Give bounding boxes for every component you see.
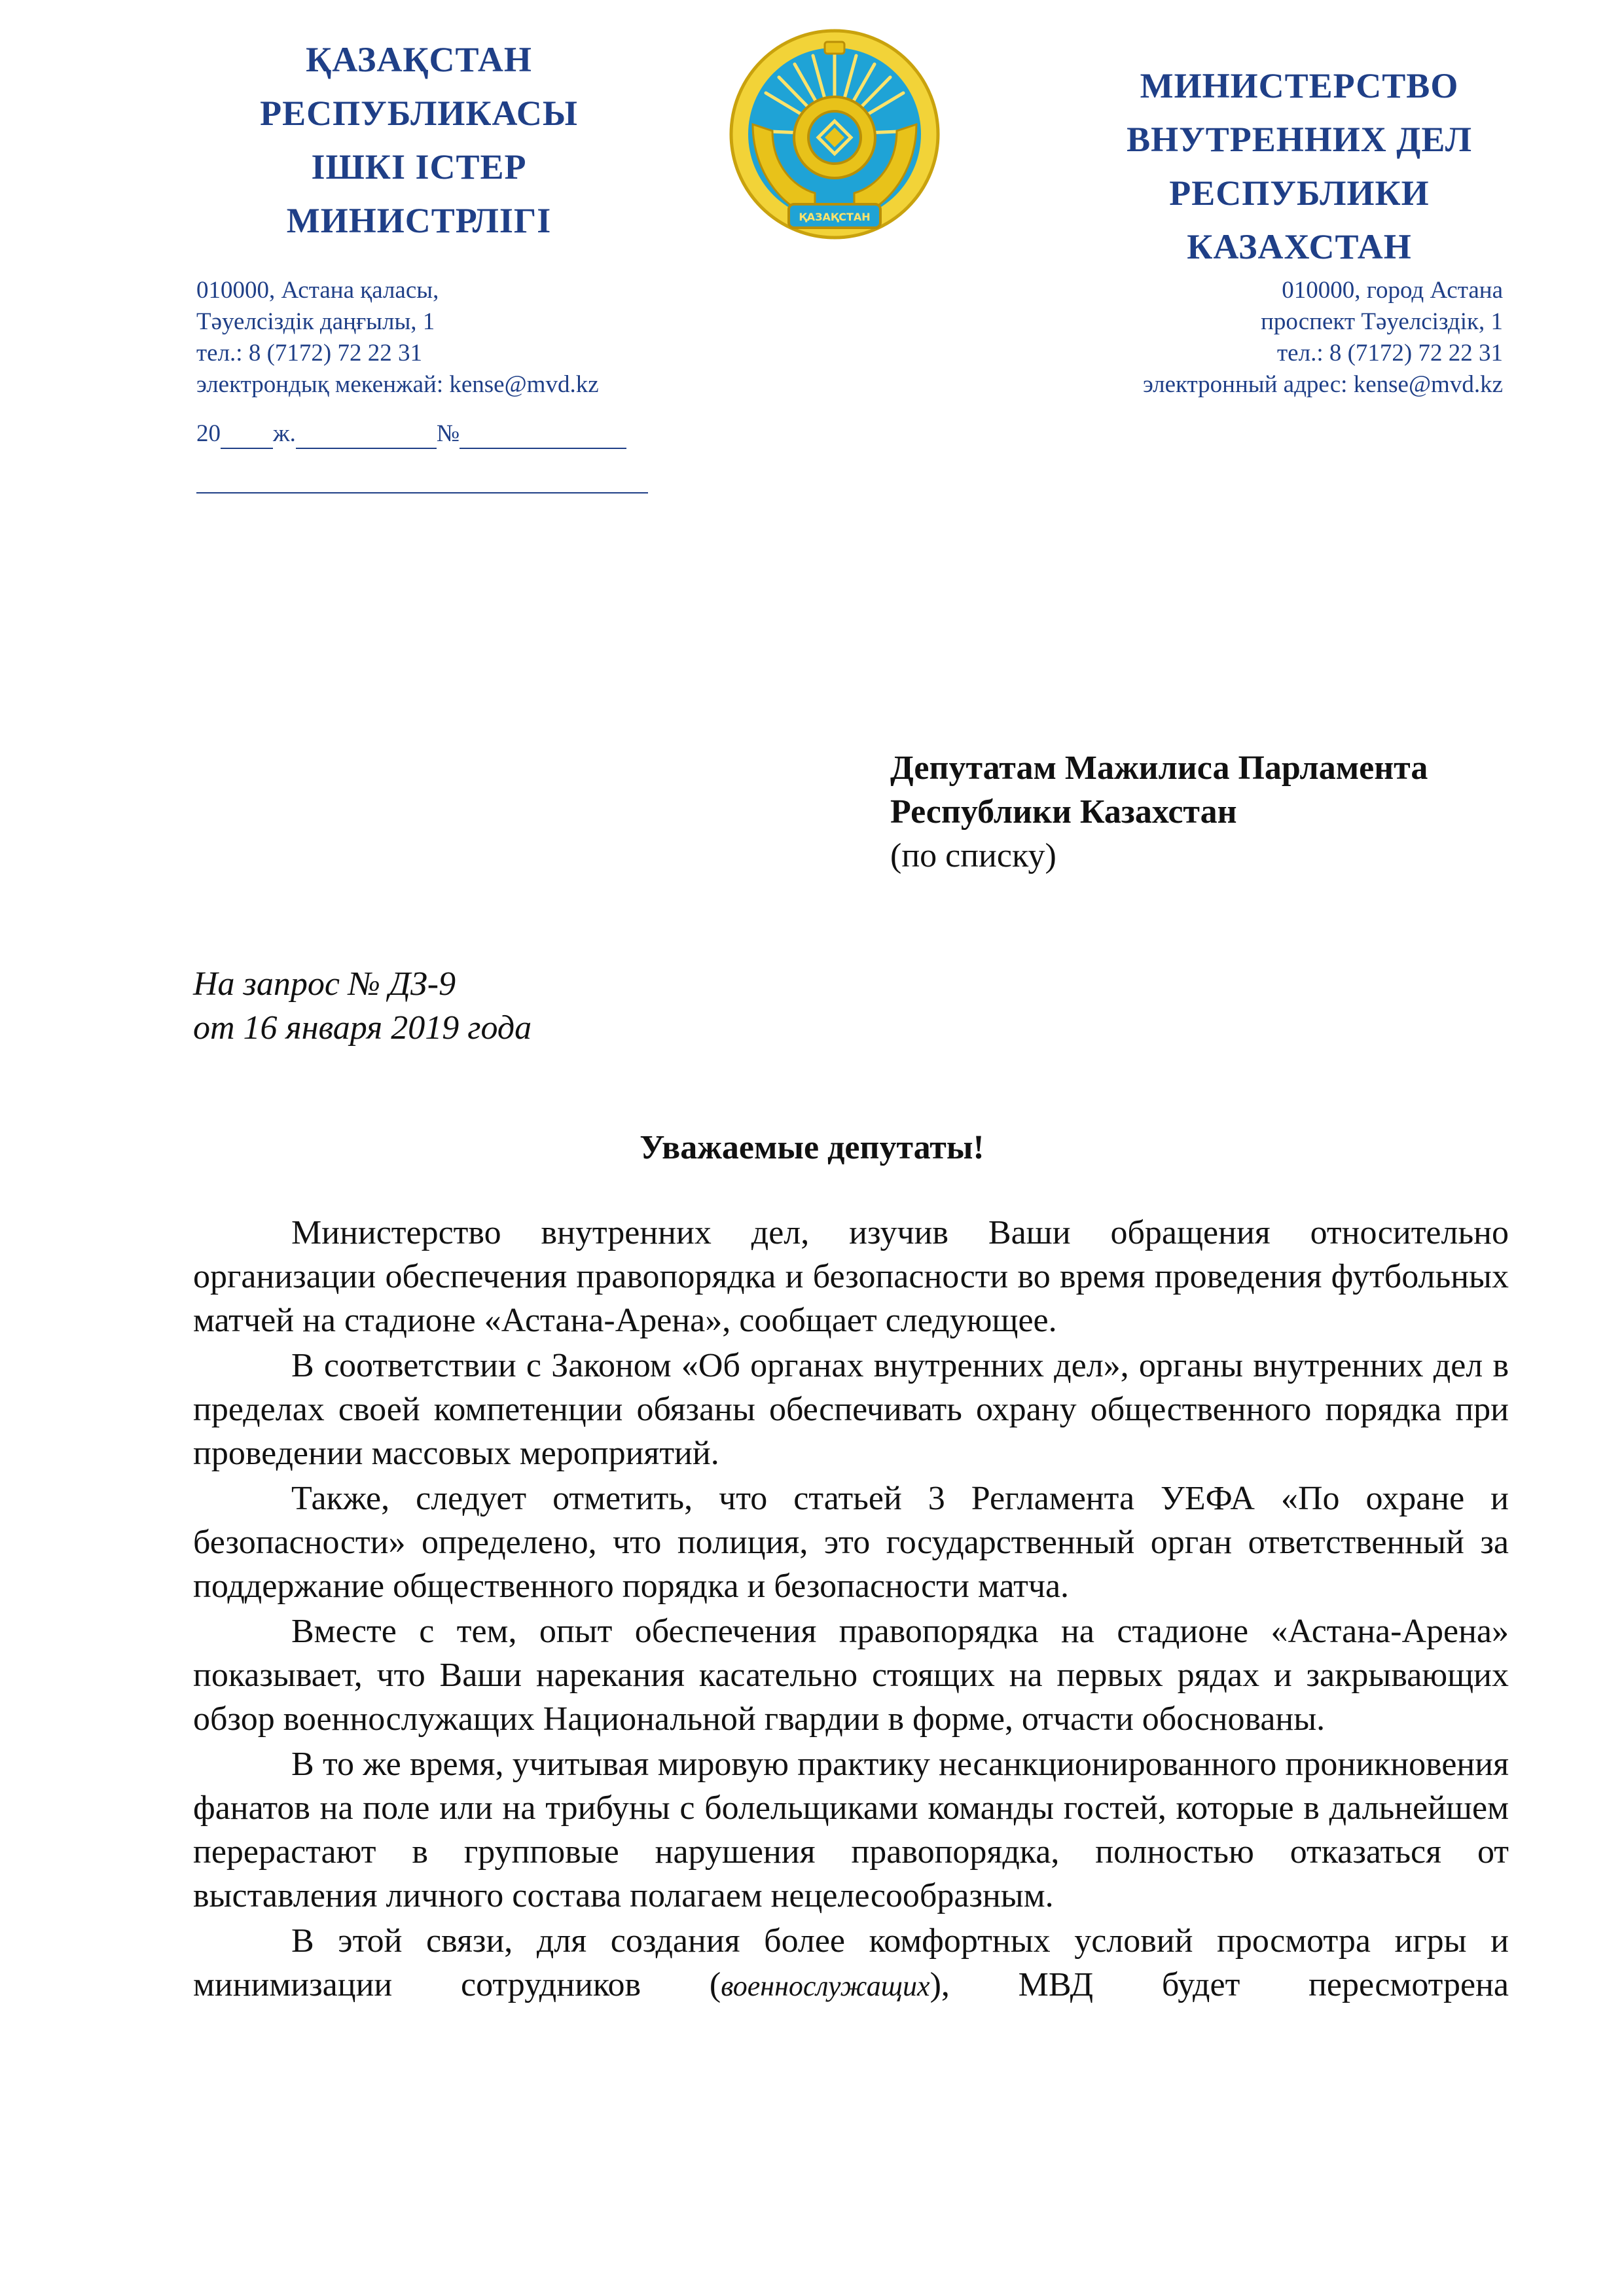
paragraph: Вместе с тем, опыт обеспечения правопорядка на стадионе «Астана-Арена» показывает, что Ваши нарекания касательно стоящих на первых рядах и закрывающих обзор военнослужащих Национальной гвардии в форме, отчасти обоснованы. [193, 1613, 1509, 1738]
addressee-line: Республики Казахстан [890, 793, 1237, 831]
address-line: 010000, город Астана [1282, 277, 1503, 304]
address-line: 010000, Астана қаласы, [196, 277, 439, 304]
state-emblem-icon [727, 26, 943, 242]
paragraph-last [193, 1919, 1509, 2008]
org-ru-line: КАЗАХСТАН [1187, 227, 1412, 266]
year-prefix: 20 [196, 420, 221, 447]
salutation: Уважаемые депутаты! [640, 1129, 984, 1166]
phone-line: тел.: 8 (7172) 72 22 31 [1277, 340, 1503, 367]
paragraph: В соответствии с Законом «Об органах внутренних дел», органы внутренних дел в пределах своей компетенции обязаны обеспечивать охрану общественного порядка при проведении массовых мероприятий. [193, 1347, 1509, 1472]
address-line: Тәуелсіздік даңғылы, 1 [196, 308, 435, 335]
emblem-label: ҚАЗАҚСТАН [799, 211, 871, 223]
paragraph-text: В этой связи, для создания более комфортных условий просмотра игры и минимизации сотрудников ( [193, 1922, 1509, 2003]
org-name-ru [1047, 59, 1551, 274]
org-name-kz [190, 33, 648, 247]
paragraph-italic: военнослужащих [721, 1970, 930, 2002]
org-kz-line: РЕСПУБЛИКАСЫ [260, 94, 578, 133]
date-blank [296, 424, 437, 449]
request-reference [193, 962, 532, 1050]
paragraph: Министерство внутренних дел, изучив Ваши обращения относительно организации обеспечения правопорядка и безопасности во время проведения футбольных матчей на стадионе «Астана-Арена», сообщает следующее. [193, 1214, 1509, 1339]
address-block-kz [196, 275, 599, 401]
email-line: электрондық мекенжай: kense@mvd.kz [196, 371, 599, 398]
email-line: электронный адрес: kense@mvd.kz [1142, 371, 1503, 398]
org-kz-line: ІШКІ ІСТЕР [311, 147, 527, 187]
reference-date: от 16 января 2019 года [193, 1009, 532, 1047]
addressee-note: (по списку) [890, 837, 1056, 874]
registration-line [196, 419, 648, 449]
org-kz-line: МИНИСТРЛІГІ [286, 201, 552, 240]
paragraph: В то же время, учитывая мировую практику несанкционированного проникновения фанатов на поле или на трибуны с болельщиками команды гостей, которые в дальнейшем перерастают в групповые нарушения правопорядка, полностью отказаться от выставления личного состава полагаем нецелесообразным. [193, 1746, 1509, 1914]
registration-underline [196, 492, 648, 493]
paragraph: Также, следует отметить, что статьей 3 Регламента УЕФА «По охране и безопасности» определено, что полиция, это государственный орган ответственный за поддержание общественного порядка и безопасности матча. [193, 1480, 1509, 1605]
reference-number: На запрос № ДЗ-9 [193, 965, 456, 1003]
number-sign: № [436, 420, 460, 447]
address-line: проспект Тәуелсіздік, 1 [1261, 308, 1503, 335]
year-suffix: ж. [273, 420, 296, 447]
org-ru-line: МИНИСТЕРСТВО [1140, 66, 1459, 105]
addressee-line: Депутатам Мажилиса Парламента [890, 749, 1428, 787]
addressee-block [890, 746, 1428, 878]
letter-body [193, 1211, 1509, 2009]
paragraph-text: ), МВД будет пересмотрена [929, 1966, 1509, 2003]
phone-line: тел.: 8 (7172) 72 22 31 [196, 340, 422, 367]
number-blank [460, 424, 626, 449]
address-block-ru [1143, 275, 1503, 401]
org-ru-line: РЕСПУБЛИКИ [1169, 173, 1430, 213]
year-blank [221, 424, 273, 449]
org-kz-line: ҚАЗАҚСТАН [306, 40, 532, 79]
org-ru-line: ВНУТРЕННИХ ДЕЛ [1127, 120, 1472, 159]
